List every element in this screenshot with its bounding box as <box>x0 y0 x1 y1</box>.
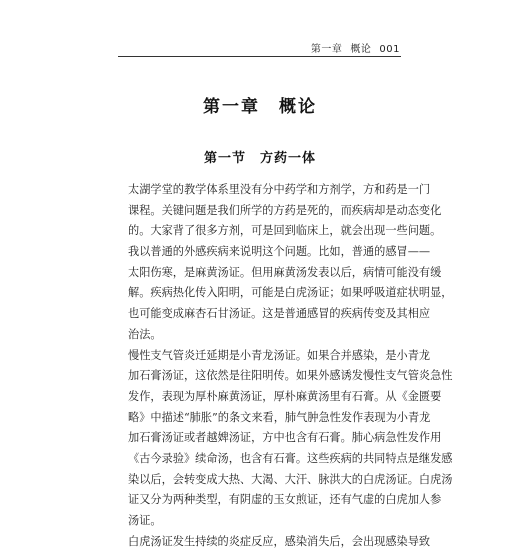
text-line: 《古今录验》续命汤，也含有石膏。这些疾病的共同特点是继发感 <box>128 451 453 465</box>
text-line: 课程。关键问题是我们所学的方药是死的，而疾病却是动态变化 <box>128 203 442 217</box>
page-number: 001 <box>379 44 400 55</box>
text-line: 的。大家背了很多方剂，可是回到临床上，就会出现一些问题。 <box>128 224 442 238</box>
chapter-title: 第一章 概论 <box>203 97 317 117</box>
running-head-chapter: 第一章 <box>310 44 343 55</box>
body-text <box>128 180 453 552</box>
text-line: 慢性支气管炎迁延期是小青龙汤证。如果合并感染，是小青龙 <box>128 348 431 362</box>
text-line: 也可能变成麻杏石甘汤证。这是普通感冒的疾病传变及其相应 <box>128 307 431 321</box>
header-rule <box>118 56 401 57</box>
running-head-title: 概论 <box>350 44 372 55</box>
text-line: 解。疾病热化传入阳明，可能是白虎汤证；如果呼吸道症状明显， <box>128 286 453 300</box>
text-line: 太阳伤寒，是麻黄汤证。但用麻黄汤发表以后，病情可能没有缓 <box>128 265 442 279</box>
text-line: 白虎汤证发生持续的炎症反应，感染消失后，会出现感染导致 <box>128 534 431 548</box>
section-title: 第一节 方药一体 <box>203 151 316 166</box>
text-line: 染以后，会转变成大热、大渴、大汗、脉洪大的白虎汤证。白虎汤 <box>128 472 453 486</box>
text-line: 治法。 <box>128 327 162 341</box>
running-head <box>303 40 400 55</box>
text-line: 我以普通的外感疾病来说明这个问题。比如，普通的感冒—— <box>128 245 431 259</box>
text-line: 加石膏汤证或者越婢汤证，方中也含有石膏。肺心病急性发作用 <box>128 431 442 445</box>
text-line: 略》中描述“肺胀”的条文来看，肺气肿急性发作表现为小青龙 <box>128 410 431 424</box>
text-line: 加石膏汤证，这依然是往阳明传。如果外感诱发慢性支气管炎急性 <box>128 369 453 383</box>
text-line: 太湖学堂的教学体系里没有分中药学和方剂学，方和药是一门 <box>128 183 431 196</box>
text-line: 汤证。 <box>128 514 162 527</box>
text-line: 发作，表现为厚朴麻黄汤证，厚朴麻黄汤里有石膏。从《金匮要 <box>128 389 442 403</box>
text-line: 证又分为两种类型，有阴虚的玉女煎证，还有气虚的白虎加人参 <box>128 493 442 507</box>
